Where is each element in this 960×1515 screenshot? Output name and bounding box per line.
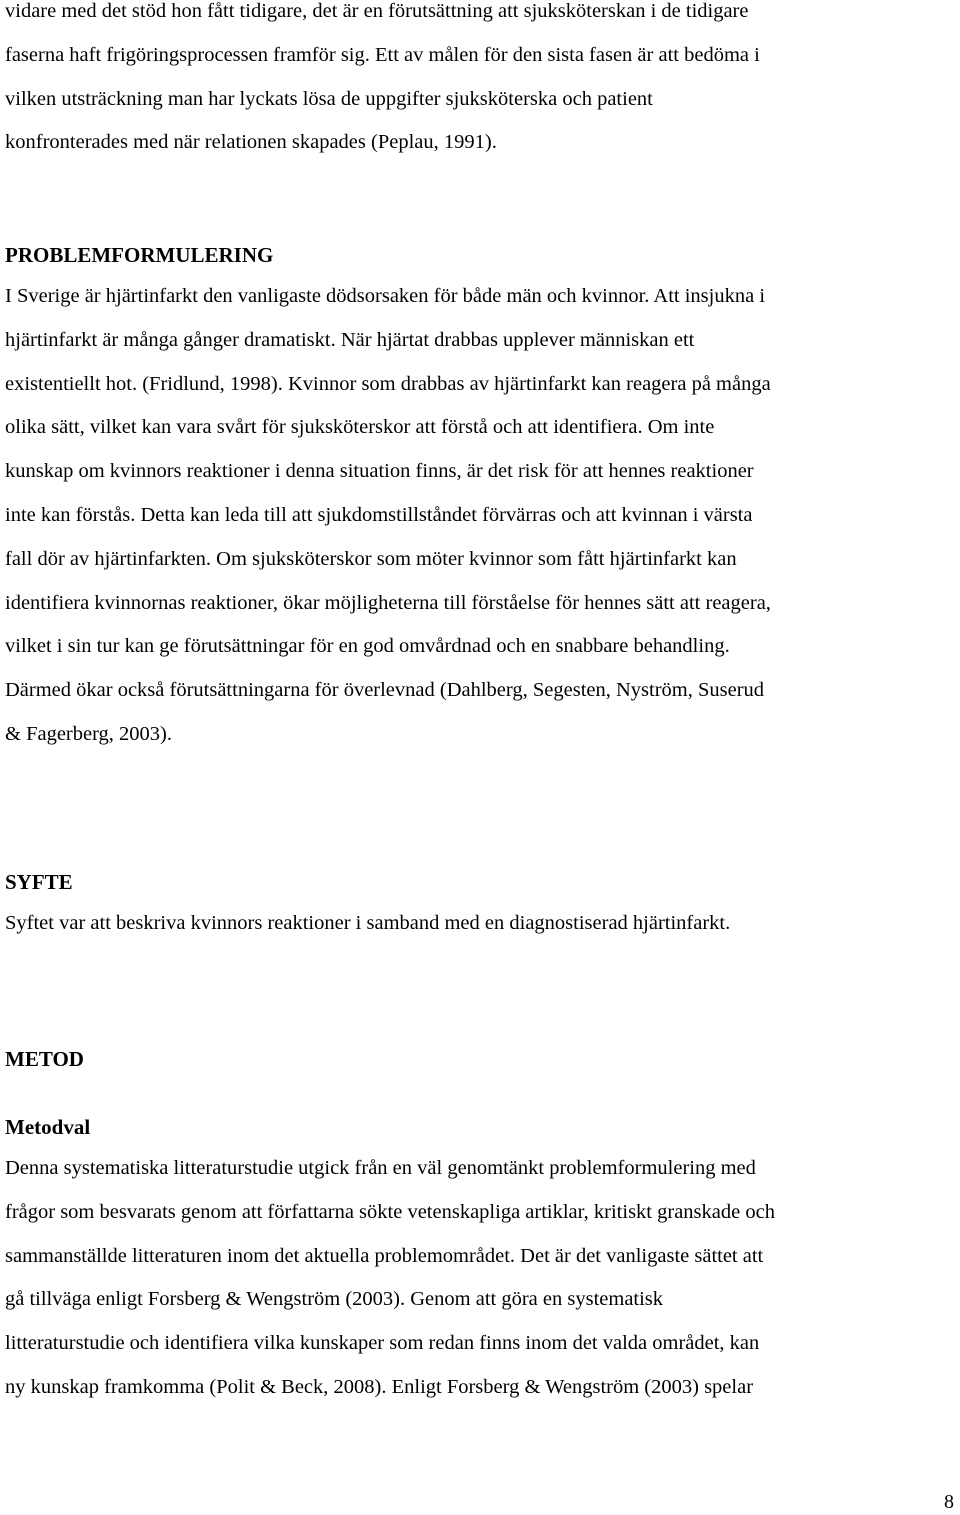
intro-line: konfronterades med när relationen skapades (Peplau, 1991).: [5, 131, 497, 154]
method-line: Denna systematiska litteraturstudie utgick från en väl genomtänkt problemformulering med: [5, 1157, 756, 1179]
problem-line: identifiera kvinnornas reaktioner, ökar möjligheterna till förståelse för hennes sätt att reagera,: [5, 591, 771, 614]
problem-line: olika sätt, vilket kan vara svårt för sjuksköterskor att förstå och att identifiera. Om inte: [5, 416, 715, 439]
method-line: sammanställde litteraturen inom det aktuella problemområdet. Det är det vanligaste sättet att: [5, 1244, 764, 1267]
intro-line: vilken utsträckning man har lyckats lösa de uppgifter sjuksköterska och patient: [5, 87, 653, 110]
method-line: ny kunskap framkomma (Polit & Beck, 2008). Enligt Forsberg & Wengström (2003) spelar: [5, 1375, 754, 1398]
problem-line: I Sverige är hjärtinfarkt den vanligaste dödsorsaken för både män och kvinnor. Att insjukna i: [5, 285, 766, 307]
intro-line: faserna haft frigöringsprocessen framför sig. Ett av målen för den sista fasen är att bedöma i: [5, 43, 760, 66]
method-heading: METOD: [5, 1047, 84, 1071]
problem-line: fall dör av hjärtinfarkten. Om sjuksköterskor som möter kvinnor som fått hjärtinfarkt kan: [5, 547, 737, 570]
method-paragraph: [5, 1147, 957, 1410]
problem-paragraph: [5, 275, 957, 757]
method-line: gå tillväga enligt Forsberg & Wengström (2003). Genom att göra en systematisk: [5, 1288, 664, 1311]
problem-line: Därmed ökar också förutsättningarna för överlevnad (Dahlberg, Segesten, Nyström, Suserud: [5, 679, 765, 702]
problem-line: hjärtinfarkt är många gånger dramatiskt. När hjärtat drabbas upplever människan ett: [5, 328, 695, 351]
intro-line: vidare med det stöd hon fått tidigare, det är en förutsättning att sjuksköterskan i de tidigare: [5, 0, 749, 22]
problem-heading: PROBLEMFORMULERING: [5, 243, 274, 267]
problem-line: vilket i sin tur kan ge förutsättningar för en god omvårdnad och en snabbare behandling.: [5, 635, 730, 658]
intro-paragraph: [5, 0, 957, 165]
purpose-line: Syftet var att beskriva kvinnors reaktioner i samband med en diagnostiserad hjärtinfarkt.: [5, 912, 731, 934]
method-subheading: Metodval: [5, 1115, 91, 1139]
page-number: 8: [944, 1491, 954, 1513]
problem-line: & Fagerberg, 2003).: [5, 722, 173, 745]
method-line: frågor som besvarats genom att författarna sökte vetenskapliga artiklar, kritiskt granskade och: [5, 1200, 775, 1223]
problem-line: inte kan förstås. Detta kan leda till att sjukdomstillståndet förvärras och att kvinnan i värsta: [5, 503, 753, 526]
problem-line: kunskap om kvinnors reaktioner i denna situation finns, är det risk för att hennes reaktioner: [5, 460, 754, 483]
problem-line: existentiellt hot. (Fridlund, 1998). Kvinnor som drabbas av hjärtinfarkt kan reagera på många: [5, 372, 771, 395]
purpose-heading: SYFTE: [5, 870, 73, 894]
method-line: litteraturstudie och identifiera vilka kunskaper som redan finns inom det valda området, kan: [5, 1332, 760, 1355]
purpose-paragraph: [5, 902, 957, 946]
